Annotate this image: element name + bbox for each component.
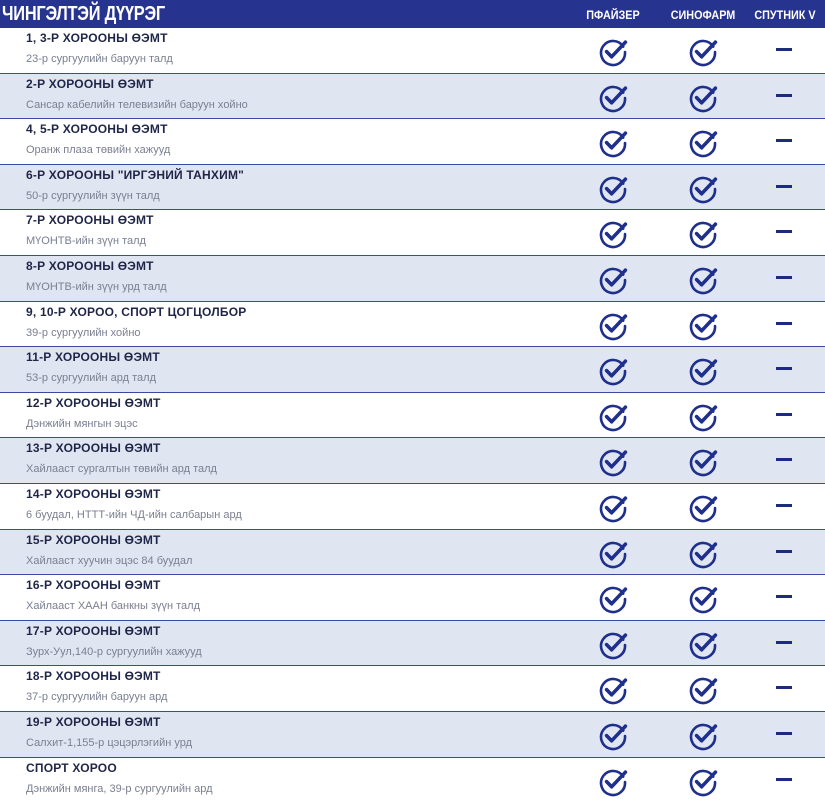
site-address: 6 буудал, НТТТ-ийн ЧД-ийн салбарын ард (26, 508, 242, 521)
table-row (0, 347, 825, 393)
check-circle-icon (688, 675, 718, 705)
column-header-sputnik: СПУТНИК V (754, 8, 816, 22)
dash-icon (776, 48, 792, 51)
check-circle-icon (598, 675, 628, 705)
check-circle-icon (598, 219, 628, 249)
site-address: Хайлааст ХААН банкны зүүн талд (26, 600, 200, 613)
check-circle-icon (598, 128, 628, 158)
site-name: 17-Р ХОРООНЫ ӨЭМТ (26, 623, 161, 638)
table-row (0, 74, 825, 120)
check-circle-icon (688, 767, 718, 797)
dash-icon (776, 94, 792, 97)
site-name: 16-Р ХОРООНЫ ӨЭМТ (26, 578, 161, 593)
site-address: 50-р сургуулийн зүүн талд (26, 189, 160, 202)
check-circle-icon (598, 493, 628, 523)
check-circle-icon (688, 311, 718, 341)
check-circle-icon (688, 265, 718, 295)
site-name: 14-Р ХОРООНЫ ӨЭМТ (26, 486, 161, 501)
district-title: ЧИНГЭЛТЭЙ ДҮҮРЭГ (2, 3, 165, 25)
site-address: Сансар кабелийн телевизийн баруун хойно (26, 98, 248, 111)
site-name: 11-Р ХОРООНЫ ӨЭМТ (26, 350, 160, 365)
site-address: 37-р сургуулийн баруун ард (26, 691, 168, 704)
site-address: Дэнжийн мянга, 39-р сургуулийн ард (26, 782, 213, 795)
dash-icon (776, 139, 792, 142)
table-row (0, 119, 825, 165)
site-address: МҮОНТВ-ийн зүүн урд талд (26, 280, 167, 293)
table-row (0, 393, 825, 439)
site-name: 15-Р ХОРООНЫ ӨЭМТ (26, 532, 161, 547)
site-address: Хайлааст сургалтын төвийн ард талд (26, 463, 217, 476)
site-name: 12-Р ХОРООНЫ ӨЭМТ (26, 395, 161, 410)
dash-icon (776, 550, 792, 553)
dash-icon (776, 458, 792, 461)
site-address: 53-р сургуулийн ард талд (26, 372, 157, 385)
check-circle-icon (598, 539, 628, 569)
dash-icon (776, 322, 792, 325)
check-circle-icon (688, 493, 718, 523)
table-row (0, 165, 825, 211)
site-address: 23-р сургуулийн баруун талд (26, 53, 173, 65)
table-row (0, 666, 825, 712)
column-header-pfizer: ПФАЙЗЕР (586, 8, 640, 22)
site-name: СПОРТ ХОРОО (26, 760, 117, 775)
table-row (0, 28, 825, 74)
check-circle-icon (688, 721, 718, 751)
table-body (0, 28, 825, 800)
check-circle-icon (688, 447, 718, 477)
dash-icon (776, 185, 792, 188)
dash-icon (776, 276, 792, 279)
dash-icon (776, 641, 792, 644)
site-name: 7-Р ХОРООНЫ ӨЭМТ (26, 213, 154, 228)
table-row (0, 621, 825, 667)
check-circle-icon (688, 219, 718, 249)
site-name: 9, 10-Р ХОРОО, СПОРТ ЦОГЦОЛБОР (26, 304, 247, 319)
check-circle-icon (688, 539, 718, 569)
check-circle-icon (688, 37, 718, 67)
check-circle-icon (688, 402, 718, 432)
site-address: 39-р сургуулийн хойно (26, 326, 141, 339)
site-address: Оранж плаза төвийн хажууд (26, 144, 171, 157)
check-circle-icon (598, 721, 628, 751)
table-row (0, 484, 825, 530)
site-address: Зурх-Уул,140-р сургуулийн хажууд (26, 645, 202, 658)
table-row (0, 438, 825, 484)
dash-icon (776, 595, 792, 598)
site-address: Салхит-1,155-р цэцэрлэгийн урд (26, 736, 193, 749)
table-row (0, 256, 825, 302)
dash-icon (776, 778, 792, 781)
check-circle-icon (688, 584, 718, 614)
table-row (0, 530, 825, 576)
check-circle-icon (688, 356, 718, 386)
site-address: МҮОНТВ-ийн зүүн талд (26, 235, 146, 248)
site-address: Хайлааст хуучин эцэс 84 буудал (26, 554, 193, 567)
dash-icon (776, 686, 792, 689)
dash-icon (776, 732, 792, 735)
check-circle-icon (598, 447, 628, 477)
check-circle-icon (598, 356, 628, 386)
check-circle-icon (598, 767, 628, 797)
check-circle-icon (598, 311, 628, 341)
site-name: 6-Р ХОРООНЫ "ИРГЭНИЙ ТАНХИМ" (26, 167, 245, 182)
table-row (0, 302, 825, 348)
site-name: 1, 3-Р ХОРООНЫ ӨЭМТ (26, 31, 168, 45)
table-row (0, 210, 825, 256)
check-circle-icon (598, 630, 628, 660)
check-circle-icon (688, 630, 718, 660)
site-name: 8-Р ХОРООНЫ ӨЭМТ (26, 258, 154, 273)
check-circle-icon (598, 83, 628, 113)
check-circle-icon (598, 265, 628, 295)
column-header-sinopharm: СИНОФАРМ (670, 8, 736, 22)
site-name: 19-Р ХОРООНЫ ӨЭМТ (26, 714, 161, 729)
table-row (0, 758, 825, 800)
check-circle-icon (598, 174, 628, 204)
site-name: 4, 5-Р ХОРООНЫ ӨЭМТ (26, 122, 168, 137)
dash-icon (776, 230, 792, 233)
dash-icon (776, 413, 792, 416)
table-header (0, 0, 825, 28)
check-circle-icon (598, 37, 628, 67)
check-circle-icon (688, 83, 718, 113)
table-row (0, 575, 825, 621)
site-name: 18-Р ХОРООНЫ ӨЭМТ (26, 669, 161, 684)
table-row (0, 712, 825, 758)
dash-icon (776, 367, 792, 370)
site-name: 2-Р ХОРООНЫ ӨЭМТ (26, 76, 154, 91)
site-name: 13-Р ХОРООНЫ ӨЭМТ (26, 441, 161, 456)
check-circle-icon (598, 584, 628, 614)
dash-icon (776, 504, 792, 507)
site-address: Дэнжийн мянгын эцэс (26, 417, 138, 430)
check-circle-icon (598, 402, 628, 432)
check-circle-icon (688, 128, 718, 158)
check-circle-icon (688, 174, 718, 204)
